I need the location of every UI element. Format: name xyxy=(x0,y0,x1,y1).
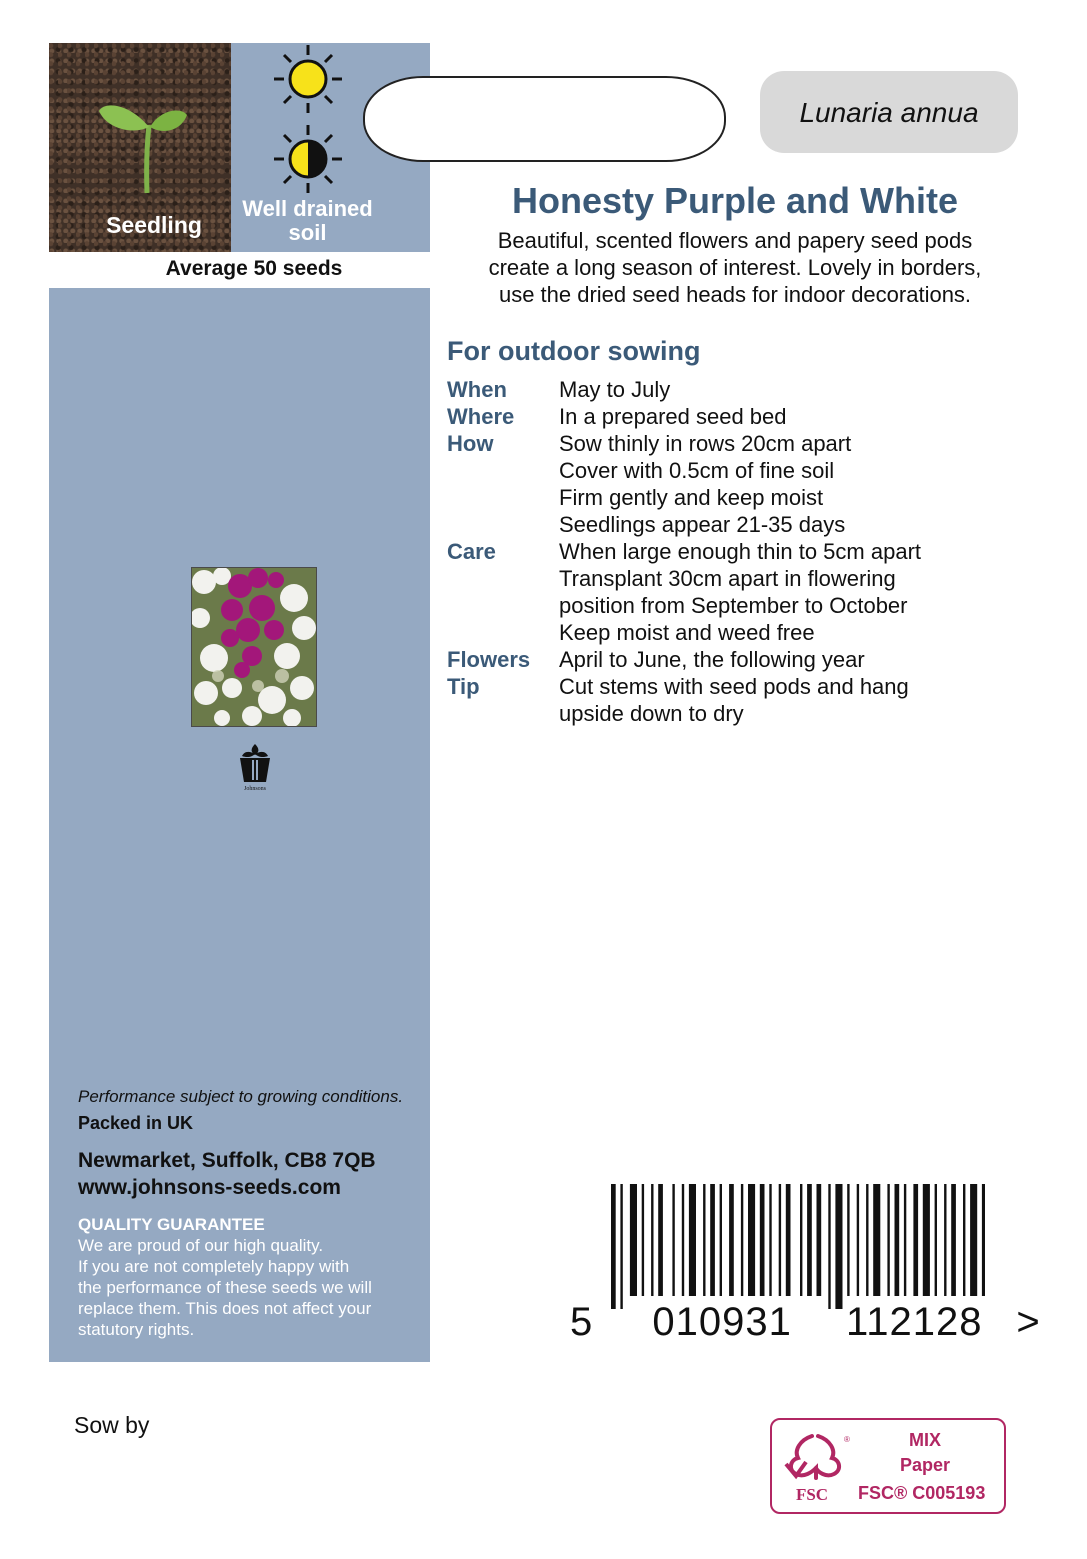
barcode-bar xyxy=(710,1184,715,1296)
fsc-tree-icon xyxy=(782,1428,852,1504)
description-line: use the dried seed heads for indoor decorations. xyxy=(498,282,972,307)
quality-guarantee xyxy=(78,1214,428,1340)
barcode-bar xyxy=(963,1184,965,1296)
sowing-section-heading: For outdoor sowing xyxy=(447,336,701,366)
full-sun-icon xyxy=(274,45,342,113)
fsc-code: FSC® C005193 xyxy=(858,1483,986,1503)
row-label: Flowers xyxy=(447,647,531,672)
barcode-bar xyxy=(658,1184,663,1296)
barcode-first-digit: 5 xyxy=(570,1300,594,1344)
barcode-group-1: 010931 xyxy=(652,1300,792,1344)
barcode-bar xyxy=(786,1184,791,1296)
row-where xyxy=(447,403,1027,430)
seeds-count: Average 50 seeds xyxy=(165,257,343,280)
address-line: Newmarket, Suffolk, CB8 7QB xyxy=(78,1149,376,1172)
guarantee-title: QUALITY GUARANTEE xyxy=(78,1215,265,1234)
barcode-bar xyxy=(857,1184,859,1296)
row-label: How xyxy=(447,431,494,456)
fsc-paper: Paper xyxy=(899,1455,951,1475)
barcode-bar xyxy=(769,1184,771,1296)
svg-text:Johnsons: Johnsons xyxy=(243,786,267,792)
row-line: When large enough thin to 5cm apart xyxy=(559,539,922,564)
barcode-bar xyxy=(741,1184,743,1296)
barcode-bar xyxy=(935,1184,937,1296)
barcode-bar xyxy=(817,1184,822,1296)
website-link[interactable]: www.johnsons-seeds.com xyxy=(78,1176,341,1199)
soil-label: Well drained soil xyxy=(242,196,373,245)
barcode xyxy=(605,1184,985,1309)
variety-label-box xyxy=(363,76,726,162)
barcode-bar xyxy=(703,1184,705,1296)
row-line: position from September to October xyxy=(559,593,908,618)
address-block xyxy=(78,1147,376,1201)
row-line: Cut stems with seed pods and hang xyxy=(559,674,909,699)
barcode-bar xyxy=(970,1184,977,1296)
barcode-bar xyxy=(847,1184,849,1296)
row-line: In a prepared seed bed xyxy=(559,404,787,429)
barcode-bar xyxy=(866,1184,868,1296)
seedling-label: Seedling xyxy=(106,212,202,238)
partial-shade-icon xyxy=(274,125,342,193)
barcode-group-2: 112128 xyxy=(845,1300,983,1344)
latin-name: Lunaria annua xyxy=(799,97,979,128)
barcode-bar xyxy=(760,1184,765,1296)
barcode-bar xyxy=(620,1184,622,1309)
svg-text:®: ® xyxy=(844,1435,850,1444)
guarantee-line: We are proud of our high quality. xyxy=(78,1236,324,1255)
row-line: Firm gently and keep moist xyxy=(559,485,824,510)
row-care xyxy=(447,538,1027,646)
row-line: Seedlings appear 21-35 days xyxy=(559,512,846,537)
barcode-bar xyxy=(779,1184,781,1296)
guarantee-line: replace them. This does not affect your xyxy=(78,1299,372,1318)
barcode-bar xyxy=(689,1184,696,1296)
barcode-bar xyxy=(800,1184,802,1296)
performance-note: Performance subject to growing conditions. xyxy=(78,1087,404,1106)
barcode-bar xyxy=(611,1184,616,1309)
product-title: Honesty Purple and White xyxy=(511,180,959,221)
row-line: Transplant 30cm apart in flowering xyxy=(559,566,896,591)
guarantee-line: statutory rights. xyxy=(78,1320,195,1339)
description-line: create a long season of interest. Lovely in borders, xyxy=(488,255,982,280)
barcode-bar xyxy=(895,1184,900,1296)
barcode-bar xyxy=(672,1184,674,1296)
barcode-bar xyxy=(720,1184,722,1296)
row-when xyxy=(447,376,1027,403)
barcode-bar xyxy=(913,1184,918,1296)
barcode-bar xyxy=(748,1184,755,1296)
row-line: Cover with 0.5cm of fine soil xyxy=(559,458,835,483)
row-line: May to July xyxy=(559,377,671,402)
row-label: Where xyxy=(447,404,515,429)
row-label: Tip xyxy=(447,674,480,699)
barcode-bar xyxy=(923,1184,930,1296)
description-line: Beautiful, scented flowers and papery seed pods xyxy=(497,228,973,253)
row-line: Sow thinly in rows 20cm apart xyxy=(559,431,852,456)
svg-text:FSC: FSC xyxy=(795,1485,829,1504)
sowing-instructions xyxy=(447,376,1027,727)
barcode-bar xyxy=(887,1184,889,1296)
row-line: Keep moist and weed free xyxy=(559,620,815,645)
row-label: When xyxy=(447,377,507,402)
packed-in: Packed in UK xyxy=(78,1113,194,1133)
product-description xyxy=(440,227,1030,308)
barcode-bar xyxy=(835,1184,842,1309)
barcode-bar xyxy=(807,1184,812,1296)
sow-by-label: Sow by xyxy=(74,1412,150,1438)
row-line: upside down to dry xyxy=(559,701,744,726)
fsc-mix: MIX xyxy=(908,1430,941,1450)
barcode-digits xyxy=(570,1300,1041,1345)
barcode-bar xyxy=(944,1184,946,1296)
barcode-bar xyxy=(982,1184,985,1296)
row-flowers xyxy=(447,646,1027,673)
row-line: April to June, the following year xyxy=(559,647,865,672)
row-how xyxy=(447,430,1027,538)
row-tip xyxy=(447,673,1027,727)
johnsons-logo xyxy=(236,742,274,792)
barcode-bar xyxy=(951,1184,956,1296)
barcode-bar xyxy=(904,1184,906,1296)
barcode-bar xyxy=(630,1184,637,1296)
guarantee-line: the performance of these seeds we will xyxy=(78,1278,372,1297)
barcode-bar xyxy=(873,1184,880,1296)
flower-photo xyxy=(191,567,317,727)
barcode-bar xyxy=(682,1184,684,1296)
barcode-bar xyxy=(642,1184,644,1296)
barcode-end-mark: > xyxy=(1016,1300,1041,1344)
barcode-bar xyxy=(828,1184,830,1309)
barcode-bar xyxy=(651,1184,653,1296)
row-label: Care xyxy=(447,539,496,564)
guarantee-line: If you are not completely happy with xyxy=(78,1257,350,1276)
barcode-bar xyxy=(729,1184,734,1296)
